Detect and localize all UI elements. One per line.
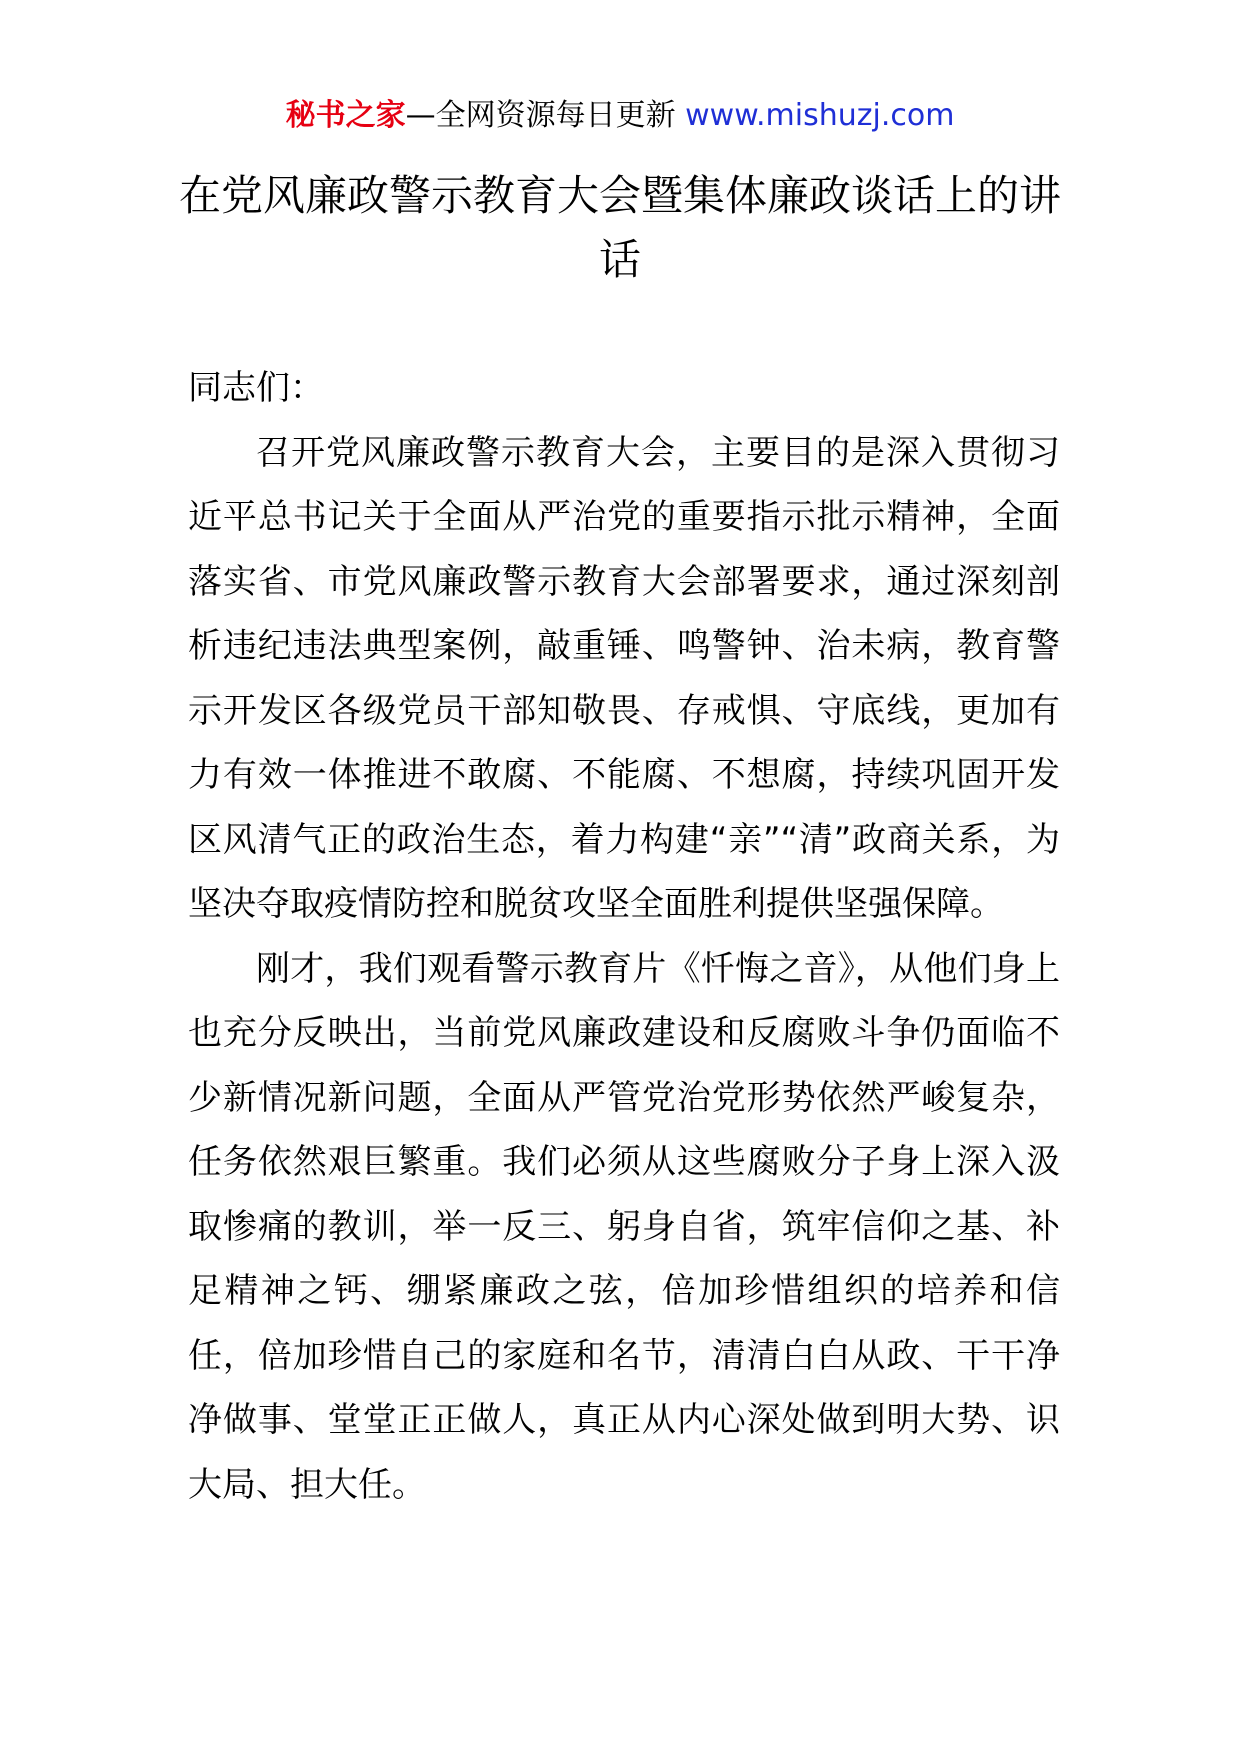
salutation: 同志们： <box>188 368 324 408</box>
document-body <box>188 356 1060 1517</box>
site-brand-name: 秘书之家 <box>285 98 406 133</box>
site-tagline: —全网资源每日更新 <box>405 98 686 133</box>
body-paragraph: 召开党风廉政警示教育大会，主要目的是深入贯彻习近平总书记关于全面从严治党的重要指示批示精神，全面落实省、市党风廉政警示教育大会部署要求，通过深刻剖析违纪违法典型案例，敲重锤、鸣警钟、治未病，教育警示开发区各级党员干部知敬畏、存戒惧、守底线，更加有力有效一体推进不敢腐、不能腐、不想腐，持续巩固开发区风清气正的政治生态，着力构建“亲”“清”政商关系，为坚决夺取疫情防控和脱贫攻坚全面胜利提供坚强保障。 <box>188 432 1060 924</box>
site-watermark-header <box>0 96 1240 136</box>
body-paragraph: 刚才，我们观看警示教育片《忏悔之音》，从他们身上也充分反映出，当前党风廉政建设和反腐败斗争仍面临不少新情况新问题，全面从严管党治党形势依然严峻复杂，任务依然艰巨繁重。我们必须从这些腐败分子身上深入汲取惨痛的教训，举一反三、躬身自省，筑牢信仰之基、补足精神之钙、绷紧廉政之弦，倍加珍惜组织的培养和信任，倍加珍惜自己的家庭和名节，清清白白从政、干干净净做事、堂堂正正做人，真正从内心深处做到明大势、识大局、担大任。 <box>188 948 1060 1505</box>
document-title: 在党风廉政警示教育大会暨集体廉政谈话上的讲话 <box>178 171 1061 284</box>
site-url: www.mishuzj.com <box>685 98 955 133</box>
